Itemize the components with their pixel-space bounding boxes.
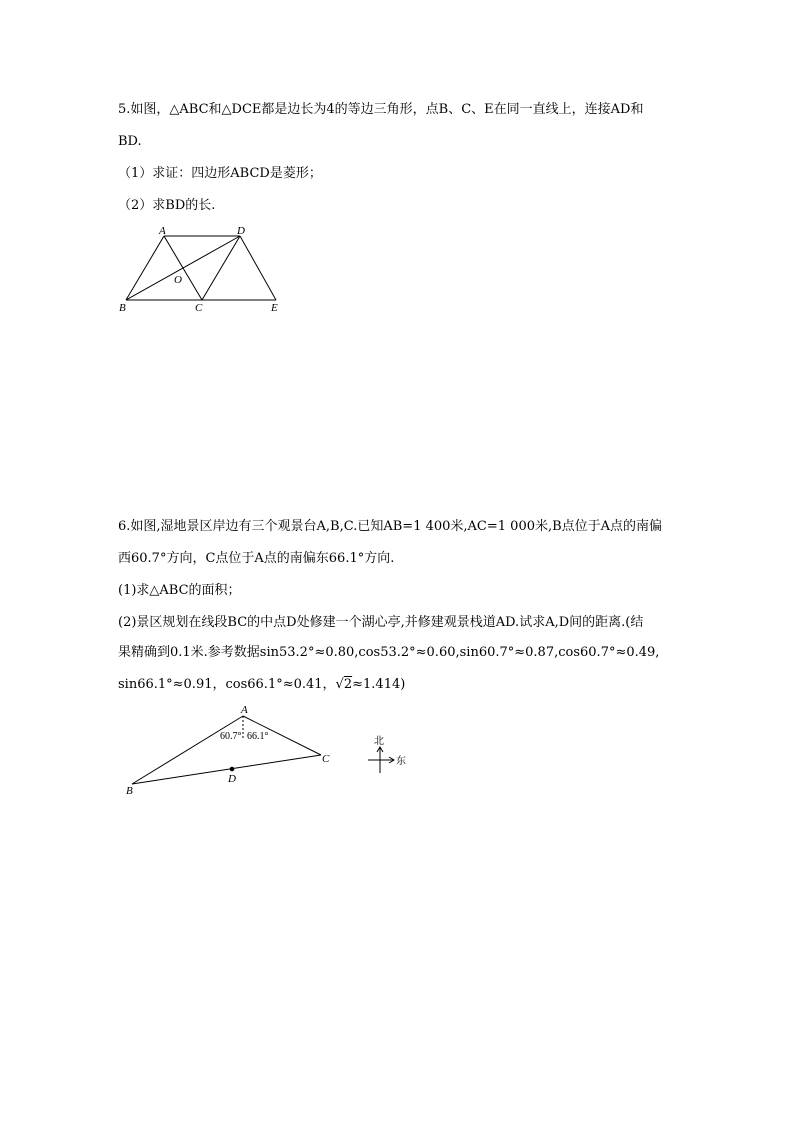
segment-bc	[132, 755, 321, 784]
reference-data-pre: sin66.1°≈0.91，cos66.1°≈0.41，√	[118, 677, 344, 692]
compass-north-label: 北	[374, 736, 384, 747]
label-b: B	[119, 302, 126, 314]
label-b: B	[126, 785, 133, 797]
q6-stem-line1: 6.如图,湿地景区岸边有三个观景台A,B,C.已知AB=1 400米,AC=1 000米,B点位于A点的南偏	[118, 519, 663, 534]
segment-dc	[202, 236, 240, 300]
q5-stem-line1: 5.如图，△ABC和△DCE都是边长为4的等边三角形，点B、C、E在同一直线上，连接AD和	[118, 102, 644, 117]
compass	[368, 735, 406, 773]
label-e: E	[271, 302, 278, 314]
label-c: C	[322, 753, 330, 765]
radicand: 2	[343, 677, 353, 692]
segment-bd	[126, 236, 240, 300]
label-a: A	[241, 704, 248, 716]
angle-right-label: 66.1°	[247, 731, 269, 742]
q6-part1: (1)求△ABC的面积；	[118, 583, 241, 598]
segment-de	[240, 236, 276, 300]
q6-stem-line2: 西60.7°方向，C点位于A点的南偏东66.1°方向.	[118, 551, 395, 566]
segment-ab	[126, 236, 164, 300]
q6-part2-line3	[118, 675, 405, 695]
q5-part2: （2）求BD的长.	[118, 198, 216, 213]
q6-part2-line2: 果精确到0.1米.参考数据sin53.2°≈0.80,cos53.2°≈0.60,sin60.7°≈0.87,cos60.7°≈0.49,	[118, 645, 660, 660]
label-d: D	[228, 773, 236, 785]
label-c: C	[195, 302, 203, 314]
label-a: A	[159, 225, 166, 237]
q6-triangle-figure	[120, 700, 420, 800]
q5-stem-line2: BD.	[118, 134, 142, 149]
q5-rhombus-figure	[110, 222, 290, 322]
compass-east-label: 东	[396, 756, 406, 767]
label-o: O	[174, 274, 182, 286]
label-d: D	[237, 225, 245, 237]
q6-part2: (2)景区规划在线段BC的中点D处修建一个湖心亭,并修建观景栈道AD.试求A,D间的距离.(结	[118, 615, 644, 630]
angle-left-label: 60.7°	[220, 731, 242, 742]
segment-ab	[132, 716, 243, 784]
point-d	[230, 767, 235, 772]
q5-part1: （1）求证：四边形ABCD是菱形；	[118, 166, 322, 181]
reference-data-post: ≈1.414)	[352, 677, 406, 692]
